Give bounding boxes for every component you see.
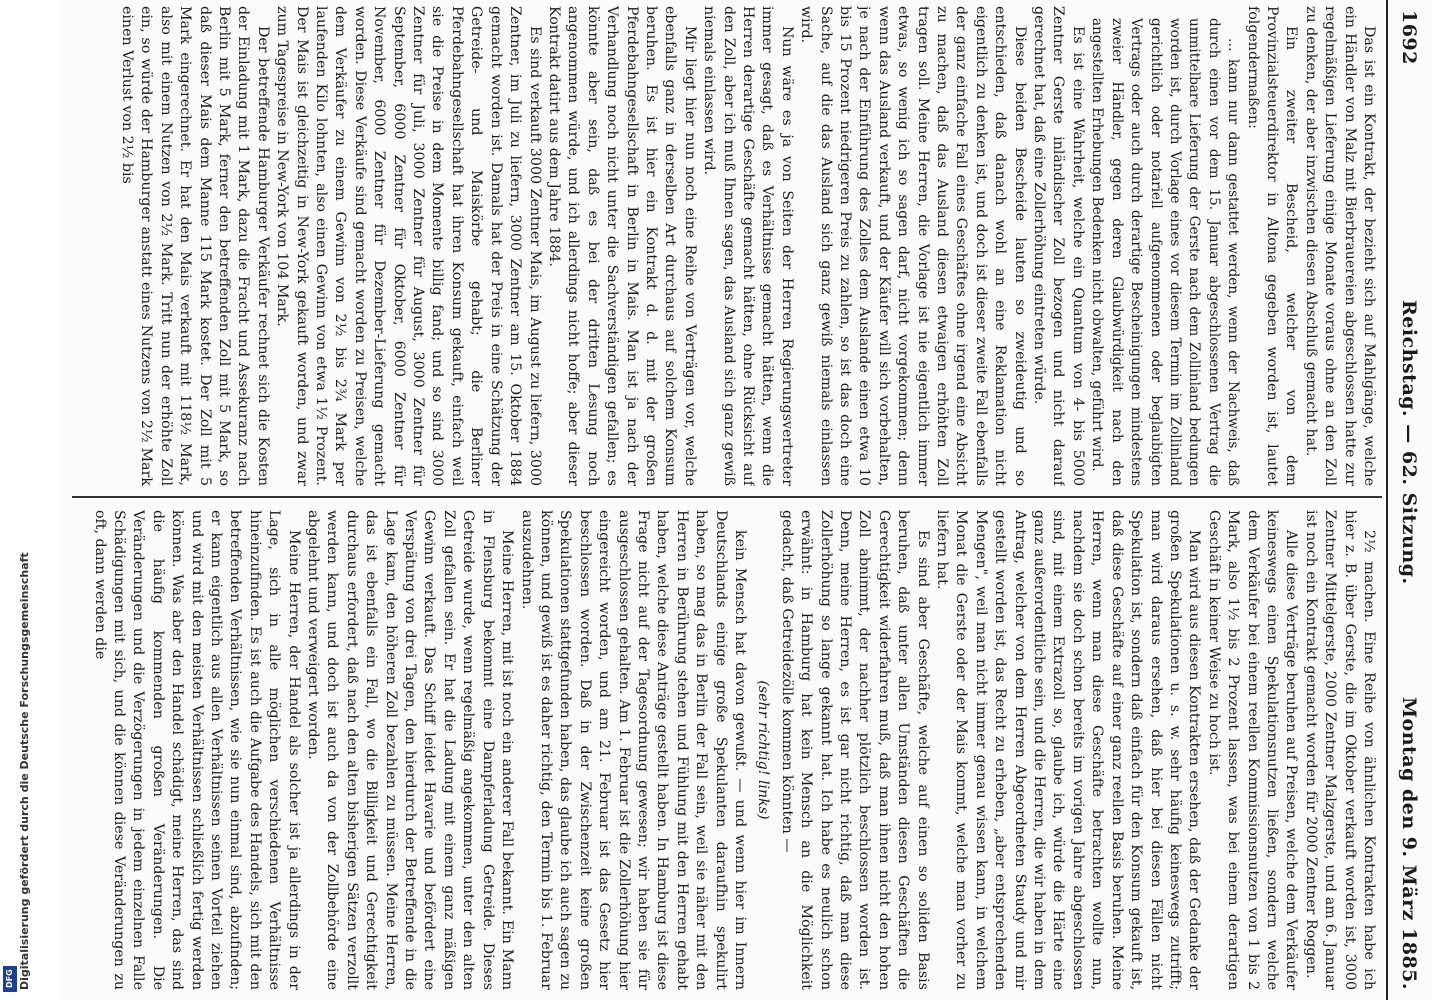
page-number: 1692: [1398, 10, 1420, 65]
left-column: [78, 6, 1378, 486]
header-rule: [1386, 0, 1388, 1000]
credit-text: Digitalisierung gefördert durch die Deutsche Forschungsgemeinschaft: [18, 552, 31, 990]
page-date: Montag den 9. März 1885.: [1398, 696, 1420, 990]
paragraph: Ein zweiter Bescheid, welcher von dem Provinzialsteuerdirektor in Altona gegeben worden ist, lautet folgendermaßen:: [1244, 6, 1300, 486]
quoted-paragraph: … kann nur dann gestattet werden, wenn der Nachweis, daß durch einen vor dem 15. Januar abgeschlossenen Vertrag die unmittelbare Lieferung der Gerste nach dem Zollinland bedungen worden ist, durch Vorlage eines vor diesem Termin im Zollinland gerichtlich oder notariell aufgenommenen oder beglaubigten Vertrags oder auch durch derartige Bescheinigungen mindestens zweier Händler, gegen deren Glaubwürdigkeit nach den angestellten Erhebungen Bedenken nicht obwalten, geführt wird.: [1089, 18, 1242, 486]
right-column: [78, 510, 1378, 990]
page-header: [1388, 0, 1424, 1000]
paragraph: Diese beiden Bescheide lauten so zweideutig und so entschieden, daß danach wohl an eine Reklamation nicht eigentlich zu denken ist, und doch ist dieser zweite Fall ebenfalls der ganz einfache Fall eines Geschäftes ohne irgend eine Absicht zu machen, daß das Ausland diesen etwaigen erhöhten Zoll tragen soll. Meine Herren, die Vorlage ist nie eigentlich immer etwas, so wenig ich so sagen darf, nicht vorgekommen; denn wenn das Ausland verkauft, und der Käufer will sich vorbehalten, je nach der Einführung des Zolles dem Auslande einen etwa 10 bis 15 Prozent niedrigeren Preis zu zahlen, so ist das doch eine Sache, auf die das Ausland sich ganz gewiß niemals einlassen wird.: [798, 6, 1028, 486]
paragraph: 2½ machen. Eine Reihe von ähnlichen Kontrakten habe ich hier z. B. über Gerste, die im Oktober verkauft worden ist, 3000 Zentner Mittelgerste, 2000 Zentner Malzgerste, und am 6. Januar ist noch ein Kontrakt gemacht worden für 2000 Zentner Roggen.: [1302, 510, 1377, 990]
column-divider: [72, 496, 1382, 498]
paragraph: Man wird aus diesen Kontrakten ersehen, daß der Gedanke der großen Spekulationen u. s. w. sehr häufig keineswegs zutrifft; man wird daraus ersehen, daß hier bei diesen Fällen nicht Spekulation ist, sondern daß einfach für den Konsum gekauft ist, daß diese Geschäfte auf einer ganz reellen Basis beruhen. Meine Herren, wenn man diese Geschäfte betrachten wollte nun, nachdem sie doch schon bereits im vorigen Jahre abgeschlossen sind, mit einem Extrazoll so, glaube ich, würde die Härte eine ganz außerordentliche sein, und die Herren, die wir haben in dem Antrag, welcher von dem Herren Abgeordneten Staudy und mir gestellt worden ist, das Recht zu erheben, „aber entsprechenden Mengen", weil man nicht immer genau wissen kann, in welchem Monat die Gerste oder der Mais kommt, welche man vorher zu liefern hat.: [934, 510, 1203, 990]
interjection: (sehr richtig! links): [755, 680, 772, 820]
paragraph: Mir liegt hier nun noch eine Reihe von Verträgen vor, welche ebenfalls ganz in derselben Art durchaus auf solchem Konsum beruhen. Es ist hier ein Kontrakt d. d. mit der großen Pferdebahngesellschaft in Berlin in Mais. Man ist ja nach der Verhandlung noch nicht unter die Sachverständigen gefallen; es könnte aber sein, daß es bei der dritten Lesung noch angenommen würde, und ich allerdings nicht hoffe; aber dieser Kontrakt datirt aus dem Jahre 1884.: [545, 6, 698, 486]
paragraph: Der betreffende Hamburger Verkäufer rechnet sich die Kosten der Einladung mit 1 Mark, dazu die Fracht und Assekuranz nach Berlin mit 5 Mark, ferner den betreffenden Zoll mit 5 Mark, so daß dieser Mais dem Manne 115 Mark kostet. Der Zoll mit 5 Mark eingerechnet. Er hat den Mais verkauft mit 118½ Mark, also mit einem Nutzen von 2½ Mark. Tritt nun der erhöhte Zoll ein, so würde der Hamburger anstatt eines Nutzens von 2½ Mark einen Verlust von 2½ bis: [119, 6, 271, 486]
paragraph: Alle diese Verträge beruhen auf Preisen, welche dem Verkäufer keineswegs einen Spekulationsnutzen ließen, sondern welche dem Verkäufer bei einem reellen Kommissionsnutzen von 1 bis 2 Mark, also 1½ bis 2 Prozent lassen, was bei einem derartigen Geschäft in keiner Weise zu hoch ist.: [1205, 510, 1300, 990]
paragraph: kein Mensch hat davon gewußt. — und wenn hier im Innern Deutschlands einige große Spekulanten daraufhin spekulirt haben, so mag das in Berlin der Fall sein, weil sie näher mit den Herren in Berührung stehen und Fühlung mit den Herren gehabt haben, welche diese Anträge gestellt haben. In Hamburg ist diese Frage nicht auf der Tagesordnung gewesen; wir haben sie für ausgeschlossen gehalten. Am 1. Februar ist die Zollerhöhung hier eingereicht worden, und am 21. Februar ist das Gesetz hier beschlossen worden. Daß in der Zwischenzeit keine großen Spekulationen stattgefunden haben, das glaube ich auch sagen zu können, und gewiß ist es daher richtig, den Termin bis 1. Februar auszudehnen.: [518, 510, 748, 990]
newspaper-page: [60, 0, 1432, 1000]
paragraph: Es sind aber Geschäfte, welche auf einen so soliden Basis beruhen, daß unter allen Umständen diesen Geschäften die Gerechtigkeit widerfahren muß, daß man ihnen nicht den hohen Zoll abnimmt, der nachher plötzlich beschlossen worden ist. Denn, meine Herren, es ist gar nicht richtig, daß man diese Zollerhöhung so lange gekannt hat. Ich habe es neulich schon erwähnt: in Hamburg hat kein Mensch an die Möglichkeit gedacht, daß Getreidezölle kommen könnten —: [778, 510, 931, 990]
paragraph: Meine Herren, mit ist noch ein anderer Fall bekannt. Ein Mann in Flensburg bekommt eine Dampferladung Getreide. Dieses Getreide wurde, wenn regelmäßig angekommen, unter den alten Zoll gefallen sein. Er hat die Ladung mit einem ganz mäßigen Gewinn verkauft. Das Schiff leidet Havarie und befördert eine Verspätung von drei Tagen, den hierdurch der Betreffende in die Lage kam, den höheren Zoll bezahlen zu müssen. Meine Herren, das ist ebenfalls ein Fall, wo die Billigkeit und Gerechtigkeit durchaus erfordert, daß nach den alten bisherigen Sätzen verzollt werden kann, und doch ist auch da von der Zollbehörde eine abgelehnt und verweigert worden.: [305, 510, 516, 990]
paragraph: Nun wäre es ja von Seiten der Herren Regierungsvertreter immer gesagt, daß es Verhältnisse gemacht hätten, wenn die Herren derartige Geschäfte gemacht hätten, ohne Rücksicht auf den Zoll, aber ich muß Ihnen sagen, das Ausland sich ganz gewiß niemals einlassen wird.: [701, 6, 795, 486]
paragraph: Es sind verkauft 3000 Zentner Mais, im August zu liefern, 3000 Zentner, im Juli zu liefern, 3000 Zentner am 15. Oktober 1884 gemacht worden ist. Damals hat der Preis in eine Schätzung der Getreide- und Maiskörbe gehabt; die Berliner Pferdebahngesellschaft hat ihren Konsum gekauft, einfach weil sie die Preise in dem Momente billig fand; und so sind 3000 Zentner für Juli, 3000 Zentner für August, 3000 Zentner für September, 6000 Zentner für Oktober, 6000 Zentner für November, 6000 Zentner für Dezember-Lieferung gemacht worden. Diese Verkäufe sind gemacht worden zu Preisen, welche dem Verkäufer zu einem Gewinn von 2½ bis 2¾ Mark per laufenden Kilo lohnten, also einen Gewinn von etwa 1½ Prozent. Der Mais ist gleichzeitig in New-York gekauft worden, und zwar zum Tagespreise in New-York von 104 Mark.: [274, 6, 543, 486]
sidebar: [0, 0, 31, 1000]
page-title: Reichstag. — 62. Sitzung.: [1398, 300, 1420, 585]
paragraph: Das ist ein Kontrakt, der bezieht sich auf Mahlgänge, welche ein Händler von Malz mit Bierbrauereien abgeschlossen hatte zur regelmäßigen Lieferung einige Monate voraus ohne an den Zoll zu denken, der aber inzwischen diesen Abschluß gemacht hat.: [1302, 6, 1377, 486]
paragraph: Meine Herren, der Handel als solcher ist ja allerdings in der Lage, sich in alle möglichen verschiedenen Verhältnisse hineinzufinden. Es ist auch die Aufgabe des Handels, sich mit den betreffenden Verhältnissen, wie sie nun einmal sind, abzufinden; er kann eigentlich aus allen Verhältnissen seinen Vorteil ziehen und wird mit den meisten Verhältnissen schließlich fertig werden können. Was aber den Handel schädigt, meine Herren, das sind die häufig kommenden großen Veränderungen. Die Veränderungen und die Verzögerungen in jedem einzelnen Falle Schädigungen mit sich, und die können diese Veränderungen zu oft, dann werden die: [91, 510, 302, 990]
paragraph: Es ist eine Wahrheit, welche ein Quantum von 4- bis 5000 Zentner Gerste inländischer Zoll bezogen und nicht darauf gerechnet hat, daß eine Zollerhöhung eintreten würde.: [1031, 6, 1086, 486]
dfg-logo-icon: [3, 966, 17, 992]
dfg-logo-text: DFG: [5, 969, 14, 989]
